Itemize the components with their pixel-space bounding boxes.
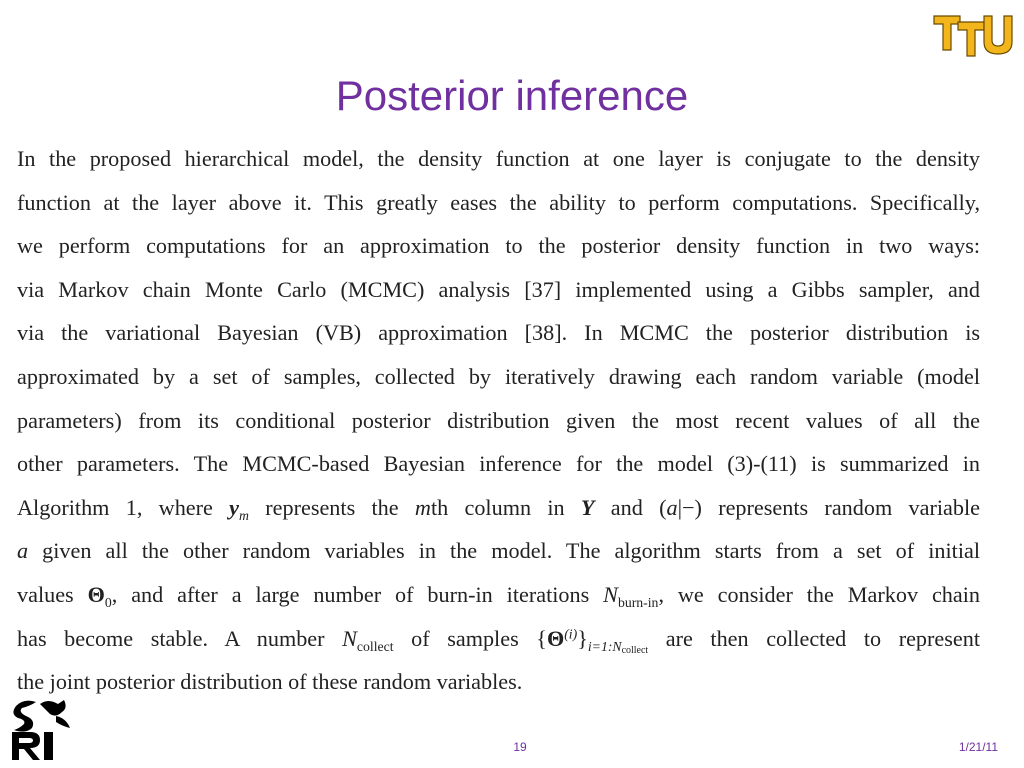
- math-subscript: burn-in: [617, 594, 659, 610]
- page-number: 19: [513, 740, 527, 754]
- slide-title: Posterior inference: [335, 72, 689, 119]
- text-segment: Algorithm 1, where: [17, 494, 230, 520]
- paragraph-line-6: approximated by a set of samples, collected by iteratively drawing each random variable (model: [17, 363, 980, 389]
- math-brace: }: [577, 625, 588, 651]
- math-conditional: |−): [677, 494, 702, 520]
- text-segment: th column in: [430, 494, 581, 520]
- paragraph-line-5: via the variational Bayesian (VB) approximation [38]. In MCMC the posterior distribution is: [17, 320, 980, 346]
- math-subscript: collect: [621, 644, 649, 656]
- math-theta: Θ: [87, 581, 105, 607]
- math-Y-matrix: Y: [580, 494, 595, 520]
- text-segment: has become stable. A number: [17, 625, 343, 651]
- paragraph-line-2: function at the layer above it. This greatly eases the ability to perform computations. Specifically,: [17, 189, 980, 215]
- text-segment: represents random variable: [701, 494, 980, 520]
- body-paragraph: [17, 137, 980, 704]
- math-m: m: [414, 494, 431, 520]
- paragraph-line-1: In the proposed hierarchical model, the density function at one layer is conjugate to the density: [17, 146, 980, 171]
- text-segment: represents the: [248, 494, 415, 520]
- paragraph-line-3: we perform computations for an approximation to the posterior density function in two ways:: [17, 233, 980, 259]
- text-segment: and: [594, 494, 660, 520]
- paragraph-line-8: other parameters. The MCMC-based Bayesian inference for the model (3)-(11) is summarized in: [17, 451, 980, 477]
- math-superscript: (i): [564, 625, 578, 641]
- text-segment: of samples: [393, 625, 537, 651]
- math-subscript: 0: [104, 594, 112, 610]
- math-brace: {: [536, 625, 547, 651]
- text-segment: , and after a large number of burn-in iterations: [111, 581, 604, 607]
- ttu-logo: [932, 10, 1014, 62]
- paragraph-line-10: [17, 529, 980, 573]
- paragraph-line-7: parameters) from its conditional posterior distribution given the most recent values of all the: [17, 407, 980, 433]
- paragraph-line-11: [17, 573, 980, 617]
- paragraph-line-9: [17, 486, 980, 530]
- math-subscript: collect: [356, 638, 394, 654]
- text-segment: , we consider the Markov chain: [658, 581, 980, 607]
- text-segment: given all the other random variables in the model. The algorithm starts from a set of initial: [28, 538, 980, 564]
- csri-logo: [6, 698, 76, 762]
- text-segment: are then collected to represent: [648, 625, 980, 651]
- slide-date: 1/21/11: [958, 740, 998, 754]
- text-segment: values: [17, 581, 88, 607]
- math-subscript: m: [239, 507, 249, 523]
- math-N: N: [603, 581, 618, 607]
- math-a: a: [17, 538, 29, 564]
- paragraph-line-4: via Markov chain Monte Carlo (MCMC) analysis [37] implemented using a Gibbs sampler, and: [17, 276, 980, 302]
- math-y-vector: y: [229, 494, 240, 520]
- paragraph-line-13: the joint posterior distribution of these random variables.: [17, 669, 523, 695]
- math-paren: (: [659, 494, 667, 520]
- math-subscript: i=1:N: [587, 638, 622, 654]
- math-N: N: [342, 625, 357, 651]
- math-theta: Θ: [546, 625, 565, 651]
- paragraph-line-12: [17, 617, 980, 661]
- math-a: a: [666, 494, 678, 520]
